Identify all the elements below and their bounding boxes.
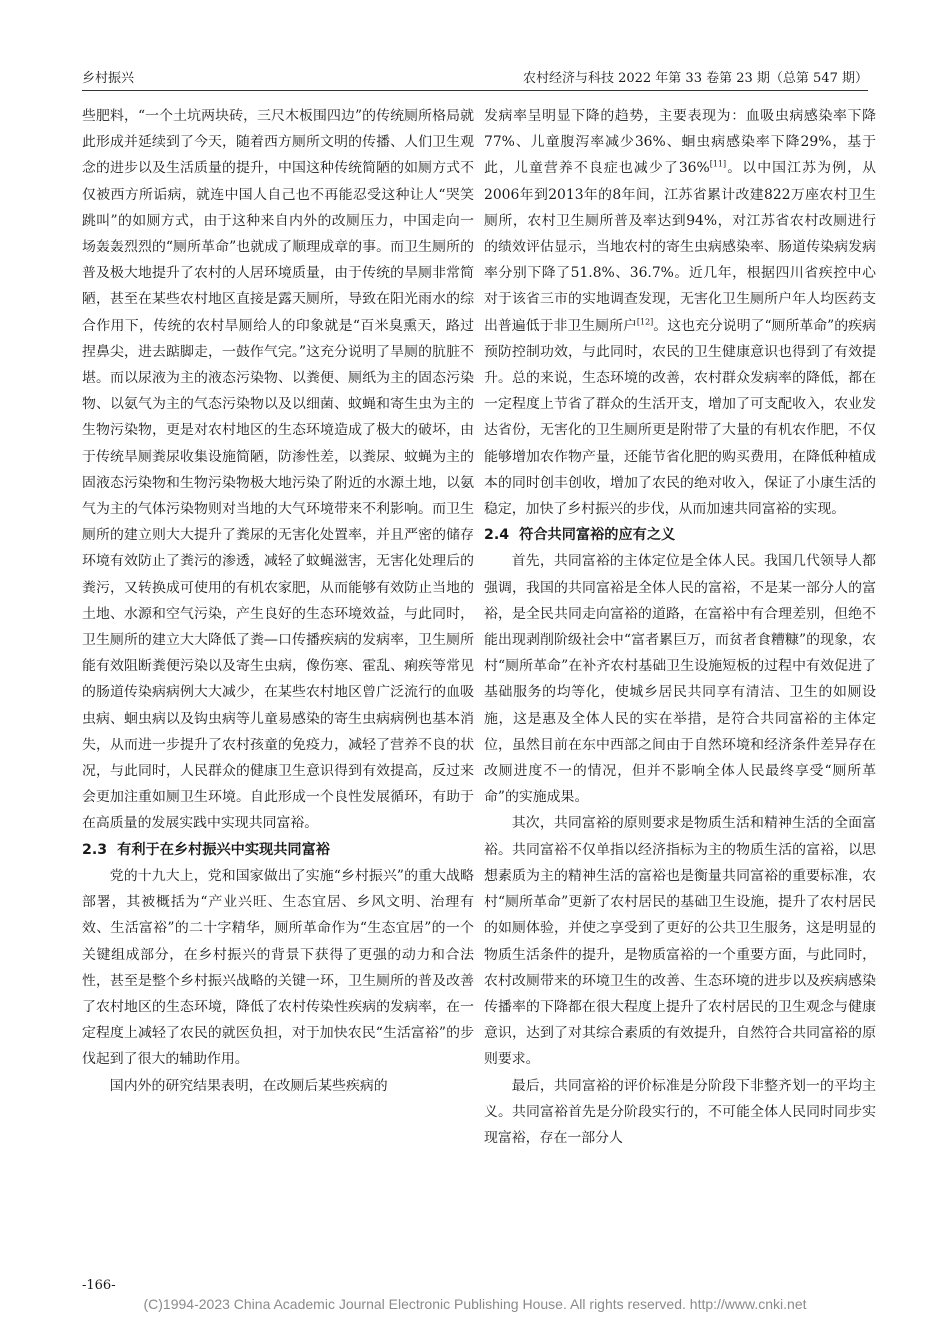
reference-marker: [12]	[636, 317, 654, 326]
paragraph-text: 。以中国江苏为例，从2006年到2013年的8年间，江苏省累计改建822万座农村卫生厕所，农村卫生厕所普及率达到94%，对江苏省农村改厕进行的绩效评估显示，当地农村的寄生虫病感染率、肠道传染病发病率分别下降了51.8%、36.7%。近几年，根据四川省疾控中心对于该省三市的实地调查发现，无害化卫生厕所户年人均医药支出普遍低于非卫生厕所户	[484, 160, 876, 334]
section-title: 符合共同富裕的应有之义	[519, 527, 676, 544]
paragraph: 党的十九大上，党和国家做出了实施“乡村振兴”的重大战略部署，其被概括为“产业兴旺、生态宜居、乡风文明、治理有效、生活富裕”的二十字精华，厕所革命作为“生态宜居”的一个关键组成部分，在乡村振兴的背景下获得了更强的动力和合法性，甚至是整个乡村振兴战略的关键一环，卫生厕所的普及改善了农村地区的生态环境，降低了农村传染性疾病的发病率，在一定程度上减轻了农民的就医负担，对于加快农民“生活富裕”的步伐起到了很大的辅助作用。	[82, 867, 474, 1068]
right-column	[484, 103, 876, 1151]
paragraph: 国内外的研究结果表明，在改厕后某些疾病的	[109, 1077, 388, 1094]
paragraph: 首先，共同富裕的主体定位是全体人民。我国几代领导人都强调，我国的共同富裕是全体人民的富裕，不是某一部分人的富裕，是全民共同走向富裕的道路，在富裕中有合理差别，但绝不能出现剥削阶级社会中“富者累巨万，而贫者食糟糠”的现象，农村“厕所革命”在补齐农村基础卫生设施短板的过程中有效促进了基础服务的均等化，使城乡居民共同享有清洁、卫生的如厕设施，这是惠及全体人民的实在举措，是符合共同富裕的主体定位，虽然目前在东中西部之间由于自然环境和经济条件差异存在改厕进度不一的情况，但并不影响全体人民最终享受“厕所革命”的实施成果。	[484, 553, 876, 806]
section-number: 2.3	[82, 841, 108, 858]
left-column	[82, 103, 474, 1099]
page-number: -166-	[82, 1278, 116, 1293]
section-label: 乡村振兴	[82, 71, 135, 86]
paragraph: 最后，共同富裕的评价标准是分阶段下非整齐划一的平均主义。共同富裕首先是分阶段实行的，不可能全体人民同时同步实现富裕，存在一部分人	[484, 1077, 876, 1146]
section-title: 有利于在乡村振兴中实现共同富裕	[117, 841, 330, 858]
paragraph-text: 发病率呈明显下降的趋势，主要表现为：血吸虫病感染率下降77%、儿童腹泻率减少36%、蛔虫病感染率下降29%，基于此，儿童营养不良症也减少了36%	[484, 108, 876, 177]
paragraph	[484, 103, 876, 522]
paragraph: 些肥料，“一个土坑两块砖，三尺木板围四边”的传统厕所格局就此形成并延续到了今天，随着西方厕所文明的传播、人们卫生观念的进步以及生活质量的提升，中国这种传统简陋的如厕方式不仅被西方所诟病，就连中国人自己也不再能忍受这种让人“哭笑跳叫”的如厕方式，由于这种来自内外的改厕压力，中国走向一场轰轰烈烈的“厕所革命”也就成了顺理成章的事。而卫生厕所的普及极大地提升了农村的人居环境质量，由于传统的旱厕非常简陋，甚至在某些农村地区直接是露天厕所，导致在阳光雨水的综合作用下，传统的农村旱厕给人的印象就是“百米臭熏天，路过捏鼻尖，进去踮脚走，一鼓作气完。”这充分说明了旱厕的肮脏不堪。而以尿液为主的液态污染物、以粪便、厕纸为主的固态污染物、以氨气为主的气态污染物以及以细菌、蚊蝇和寄生虫为主的生物污染物，更是对农村地区的生态环境造成了极大的破坏，由于传统旱厕粪尿收集设施简陋，防渗性差，以粪尿、蚊蝇为主的固液态污染物和生物污染物极大地污染了附近的水源土地，以氨气为主的气体污染物则对当地的大气环境带来不利影响。而卫生厕所的建立则大大提升了粪尿的无害化处置率，并且严密的储存环境有效防止了粪污的渗透，减轻了蚊蝇滋害，无害化处理后的粪污，又转换成可使用的有机农家肥，从而能够有效防止当地的土地、水源和空气污染，产生良好的生态环境效益，与此同时，卫生厕所的建立大大降低了粪—口传播疾病的发病率，卫生厕所能有效阻断粪便污染以及寄生虫病，像伤寒、霍乱、痢疾等常见的肠道传染病病例大大减少，在某些农村地区曾广泛流行的血吸虫病、蛔虫病以及钩虫病等儿童易感染的寄生虫病病例也基本消失，从而进一步提升了农村孩童的免疫力，减轻了营养不良的状况，与此同时，人民群众的健康卫生意识得到有效提高，反过来会更加注重如厕卫生环境。自此形成一个良性发展循环，有助于在高质量的发展实践中实现共同富裕。	[82, 108, 474, 832]
paragraph: 其次，共同富裕的原则要求是物质生活和精神生活的全面富裕。共同富裕不仅单指以经济指标为主的物质生活的富裕，以思想素质为主的精神生活的富裕也是衡量共同富裕的重要标准，农村“厕所革命”更新了农村居民的基础卫生设施，提升了农村居民的如厕体验，并使之享受到了更好的公共卫生服务，这是明显的物质生活条件的提升，是物质富裕的一个重要方面，与此同时，农村改厕带来的环境卫生的改善、生态环境的进步以及疾病感染传播率的下降都在很大程度上提升了农村居民的卫生观念与健康意识，达到了对其综合素质的有效提升，自然符合共同富裕的原则要求。	[484, 815, 876, 1068]
paragraph-text: 。这也充分说明了“厕所革命”的疾病预防控制功效，与此同时，农民的卫生健康意识也得到了有效提升。总的来说，生态环境的改善，农村群众发病率的降低，都在一定程度上节省了群众的生活开支，增加了可支配收入，农业发达省份，无害化的卫生厕所更是附带了大量的有机农作肥，不仅能够增加农作物产量，还能节省化肥的购买费用，在降低种植成本的同时创丰创收，增加了农民的绝对收入，保证了小康生活的稳定，加快了乡村振兴的步伐，从而加速共同富裕的实现。	[484, 317, 876, 518]
running-header	[82, 62, 868, 91]
section-heading-2-4	[484, 522, 876, 548]
reference-marker: [11]	[709, 159, 727, 169]
copyright-notice: (C)1994-2023 China Academic Journal Electronic Publishing House. All rights reserved. http://www.cnki.net	[143, 1296, 807, 1312]
section-heading-2-3	[82, 837, 474, 863]
journal-citation: 农村经济与科技 2022 年第 33 卷第 23 期（总第 547 期）	[522, 71, 868, 86]
section-number: 2.4	[484, 527, 510, 544]
